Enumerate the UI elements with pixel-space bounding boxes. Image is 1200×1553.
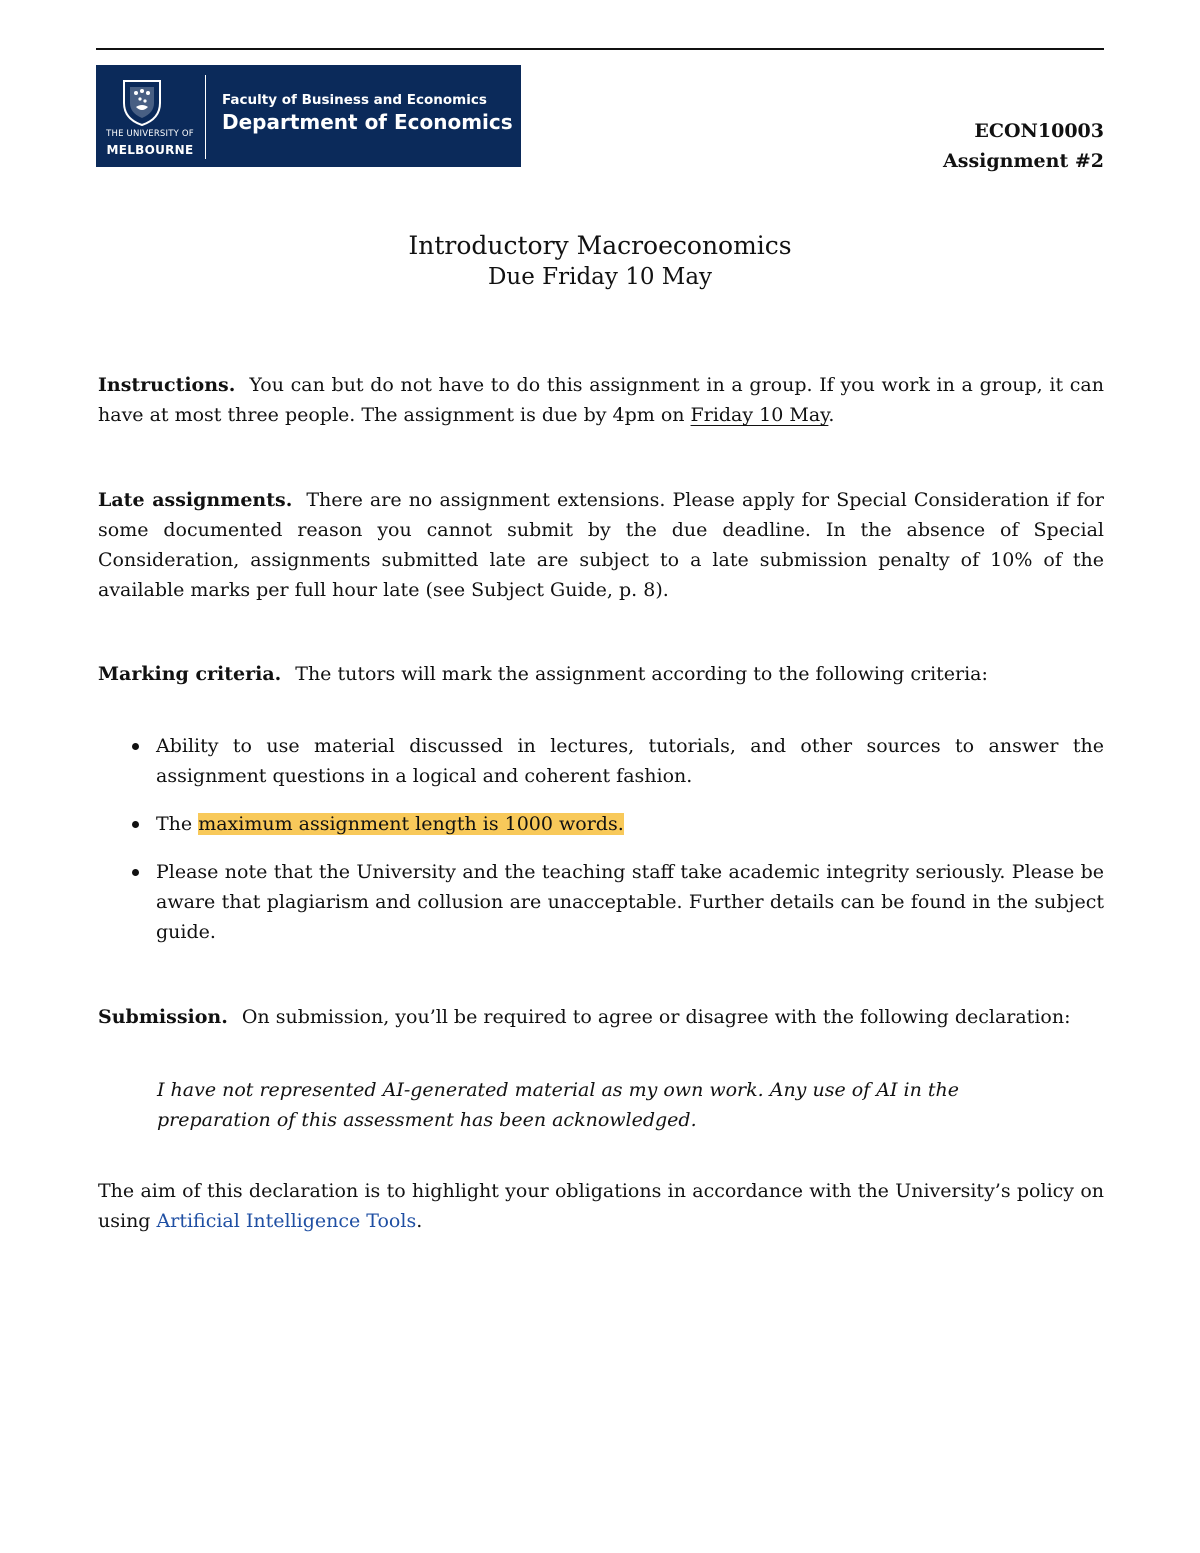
closing-text: The aim of this declaration is to highlight your obligations in accordance with the University’s policy on using [98, 1180, 1104, 1232]
title-block [0, 230, 1200, 292]
marking-criteria-list [130, 731, 1104, 965]
instructions-text: You can but do not have to do this assignment in a group. If you work in a group, it can have at most three people. The assignment is due by 4pm on [98, 374, 1104, 426]
ai-tools-link[interactable]: Artificial Intelligence Tools [156, 1210, 417, 1232]
crest-icon [118, 75, 166, 127]
bullet-icon [132, 743, 139, 750]
course-code: ECON10003 [974, 120, 1104, 142]
closing-end: . [416, 1210, 423, 1232]
due-date: Due Friday 10 May [487, 264, 713, 290]
late-heading: Late assignments. [98, 489, 293, 511]
instructions-due-underlined: Friday 10 May [690, 404, 829, 426]
logo-divider [205, 75, 206, 159]
instructions-section [98, 370, 1104, 430]
submission-heading: Submission. [98, 1006, 228, 1028]
bullet-icon [132, 821, 139, 828]
page-title: Introductory Macroeconomics [408, 231, 792, 260]
instructions-heading: Instructions. [98, 374, 236, 396]
assignment-number: Assignment #2 [943, 150, 1104, 172]
marking-text: The tutors will mark the assignment according to the following criteria: [295, 663, 988, 685]
logo-department: Department of Economics [222, 110, 513, 134]
logo-university-line1: THE UNIVERSITY OF [106, 129, 194, 139]
closing-paragraph [98, 1176, 1104, 1236]
instructions-end: . [828, 404, 835, 426]
logo-faculty: Faculty of Business and Economics [222, 92, 487, 108]
marking-heading: Marking criteria. [98, 663, 282, 685]
criteria-ability: Ability to use material discussed in lectures, tutorials, and other sources to answer the assignment questions in a logical and coherent fashion. [156, 735, 1104, 787]
list-item [130, 809, 1104, 839]
late-text: There are no assignment extensions. Please apply for Special Consideration if for some documented reason you cannot submit by the due deadline. In the absence of Special Consideration, assignments submitted late are subject to a late submission penalty of 10% of the available marks per full hour late (see Subject Guide, p. 8). [98, 489, 1105, 601]
marking-section [98, 659, 1104, 689]
bullet-icon [132, 869, 139, 876]
list-item [130, 857, 1104, 947]
ai-declaration: I have not represented AI-generated material as my own work. Any use of AI in the preparation of this assessment has been acknowledged. [157, 1079, 959, 1131]
submission-section [98, 1002, 1104, 1032]
submission-text: On submission, you’ll be required to agree or disagree with the following declaration: [241, 1006, 1071, 1028]
course-info [943, 116, 1104, 176]
logo-university-line2: MELBOURNE [106, 143, 194, 157]
list-item [130, 731, 1104, 791]
top-rule [96, 48, 1104, 50]
university-logo [96, 65, 521, 167]
criteria-length-highlight: maximum assignment length is 1000 words. [198, 813, 624, 835]
late-section [98, 485, 1104, 605]
criteria-integrity: Please note that the University and the teaching staff take academic integrity seriously. Please be aware that plagiarism and collusion are unacceptable. Further details can be found in the subject guide. [156, 861, 1104, 943]
criteria-length-pre: The [156, 813, 199, 835]
